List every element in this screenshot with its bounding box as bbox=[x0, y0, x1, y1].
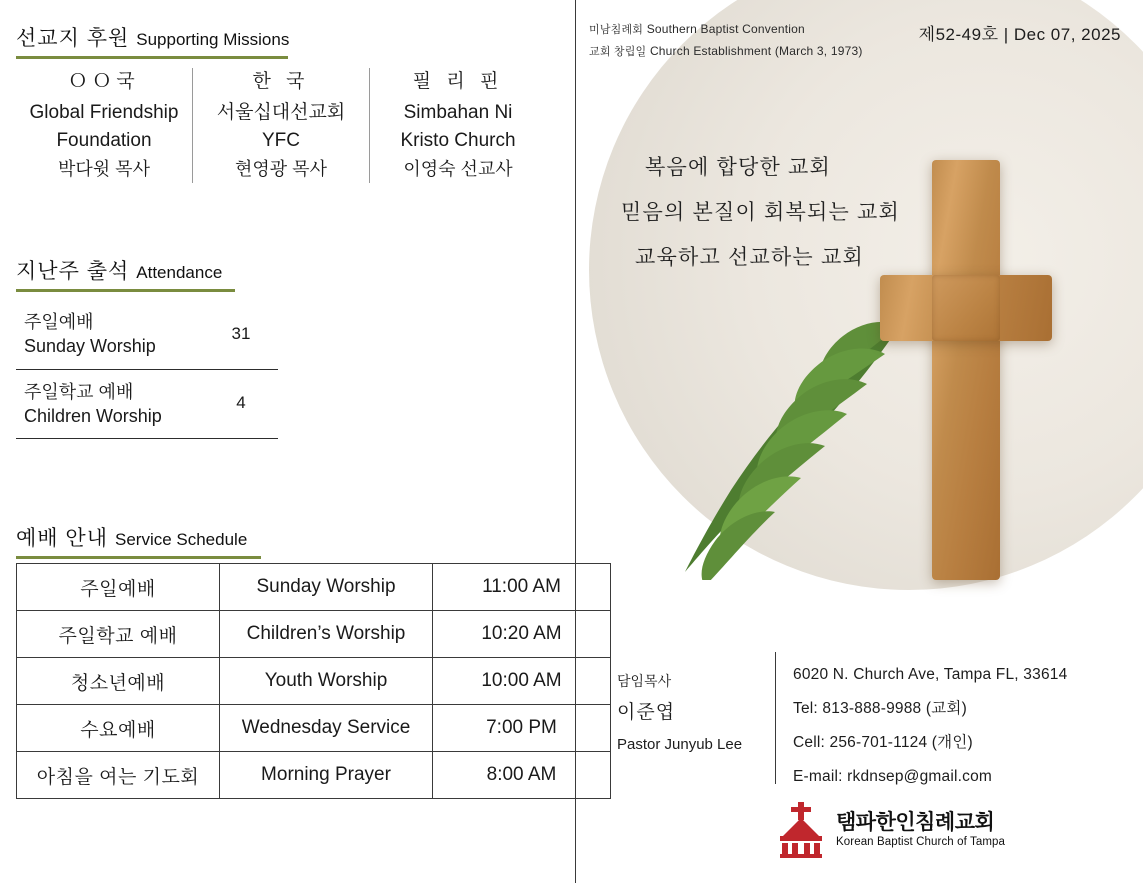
table-row bbox=[17, 658, 611, 705]
mission-org-line2: YFC bbox=[262, 130, 300, 151]
schedule-time: 10:20 AM bbox=[433, 611, 611, 658]
attendance-label-kr: 주일예배 bbox=[24, 312, 94, 332]
mission-country: 필 리 핀 bbox=[412, 71, 504, 92]
issue-number: 제52-49호 | Dec 07, 2025 bbox=[918, 25, 1121, 44]
schedule-name-kr: 수요예배 bbox=[17, 705, 220, 752]
cross-joint bbox=[932, 275, 1000, 341]
schedule-time: 11:00 AM bbox=[433, 564, 611, 611]
missions-heading bbox=[16, 22, 288, 59]
right-panel bbox=[575, 0, 1143, 883]
pastor-name-en: Pastor Junyub Lee bbox=[617, 735, 743, 753]
schedule-heading-kr: 예배 안내 bbox=[16, 527, 108, 550]
church-logo bbox=[772, 800, 1032, 862]
affiliation-line-2 bbox=[589, 40, 863, 62]
mission-org-line2: Kristo Church bbox=[400, 130, 516, 151]
attendance-table bbox=[16, 300, 278, 439]
schedule-heading bbox=[16, 522, 261, 559]
schedule-name-en: Wednesday Service bbox=[220, 705, 433, 752]
schedule-name-en: Youth Worship bbox=[220, 658, 433, 705]
table-row bbox=[16, 369, 278, 439]
mission-org-line2: Foundation bbox=[56, 130, 152, 151]
cover-image bbox=[575, 0, 1143, 600]
mission-org-line1: Simbahan Ni bbox=[403, 101, 513, 123]
mission-column bbox=[192, 68, 369, 183]
table-row bbox=[16, 300, 278, 369]
schedule-time: 10:00 AM bbox=[433, 658, 611, 705]
attendance-label-en: Children Worship bbox=[24, 405, 162, 426]
vision-line-1: 복음에 합당한 교회 bbox=[645, 156, 831, 179]
mission-column bbox=[369, 68, 546, 183]
mission-column bbox=[16, 68, 192, 183]
schedule-time: 8:00 AM bbox=[433, 752, 611, 799]
pastor-block bbox=[617, 668, 742, 759]
schedule-heading-en: Service Schedule bbox=[114, 530, 248, 549]
missions-grid bbox=[16, 68, 546, 183]
table-row bbox=[17, 611, 611, 658]
church-affiliation bbox=[589, 18, 863, 63]
vision-statement bbox=[621, 145, 900, 280]
attendance-label bbox=[16, 300, 198, 369]
mission-org-line1: Global Friendship bbox=[29, 101, 179, 123]
affiliation-kr-2: 교회 창립일 bbox=[589, 46, 647, 59]
cross-vertical-beam bbox=[932, 160, 1000, 580]
palm-leaf-icon bbox=[653, 300, 943, 580]
pastor-cell-phone: Cell: 256-701-1124 (개인) bbox=[793, 734, 973, 752]
schedule-time: 7:00 PM bbox=[433, 705, 611, 752]
affiliation-en-1: Southern Baptist Convention bbox=[646, 22, 805, 36]
schedule-name-kr: 청소년예배 bbox=[17, 658, 220, 705]
attendance-label-en: Sunday Worship bbox=[24, 336, 156, 357]
church-name-en: Korean Baptist Church of Tampa bbox=[836, 836, 1005, 848]
attendance-count: 4 bbox=[236, 393, 246, 413]
attendance-heading-kr: 지난주 출석 bbox=[16, 260, 130, 283]
church-logo-icon bbox=[772, 802, 830, 858]
mission-country: ＯＯ국 bbox=[68, 71, 140, 92]
church-name-kr: 탬파한인침례교회 bbox=[836, 811, 995, 834]
table-row bbox=[17, 705, 611, 752]
missions-heading-en: Supporting Missions bbox=[136, 30, 290, 49]
attendance-heading-en: Attendance bbox=[136, 263, 223, 282]
contact-divider bbox=[775, 652, 776, 784]
vision-line-2: 믿음의 본질이 회복되는 교회 bbox=[621, 201, 900, 225]
pastor-title: 담임목사 bbox=[617, 673, 672, 689]
church-address: 6020 N. Church Ave, Tampa FL, 33614 bbox=[793, 666, 1068, 683]
mission-person: 이영숙 선교사 bbox=[403, 158, 513, 179]
church-logo-text bbox=[836, 806, 1005, 848]
mission-org-line1: 서울십대선교회 bbox=[216, 101, 346, 123]
schedule-table bbox=[16, 563, 611, 799]
schedule-name-en: Morning Prayer bbox=[220, 752, 433, 799]
attendance-label bbox=[16, 369, 198, 439]
mission-country: 한 국 bbox=[252, 71, 310, 92]
contact-block bbox=[793, 658, 1067, 794]
church-email: E-mail: rkdnsep@gmail.com bbox=[793, 768, 993, 786]
affiliation-line-1 bbox=[589, 18, 863, 40]
attendance-label-kr: 주일학교 예배 bbox=[24, 381, 134, 402]
table-row bbox=[17, 752, 611, 799]
mission-person: 박다윗 목사 bbox=[58, 158, 150, 179]
schedule-name-en: Sunday Worship bbox=[220, 564, 433, 611]
affiliation-kr-1: 미남침례회 bbox=[589, 24, 644, 36]
mission-person: 현영광 목사 bbox=[235, 158, 327, 179]
schedule-name-kr: 주일학교 예배 bbox=[17, 611, 220, 658]
church-phone: Tel: 813-888-9988 (교회) bbox=[793, 700, 967, 718]
schedule-name-kr: 주일예배 bbox=[17, 564, 220, 611]
affiliation-en-2: Church Establishment (March 3, 1973) bbox=[649, 44, 863, 59]
attendance-heading bbox=[16, 255, 235, 292]
schedule-name-kr: 아침을 여는 기도회 bbox=[17, 752, 220, 799]
table-row bbox=[17, 564, 611, 611]
schedule-name-en: Children’s Worship bbox=[220, 611, 433, 658]
vision-line-3: 교육하고 선교하는 교회 bbox=[635, 246, 864, 270]
missions-heading-kr: 선교지 후원 bbox=[16, 27, 130, 50]
attendance-count: 31 bbox=[231, 323, 251, 343]
pastor-name-kr: 이준엽 bbox=[617, 701, 676, 723]
